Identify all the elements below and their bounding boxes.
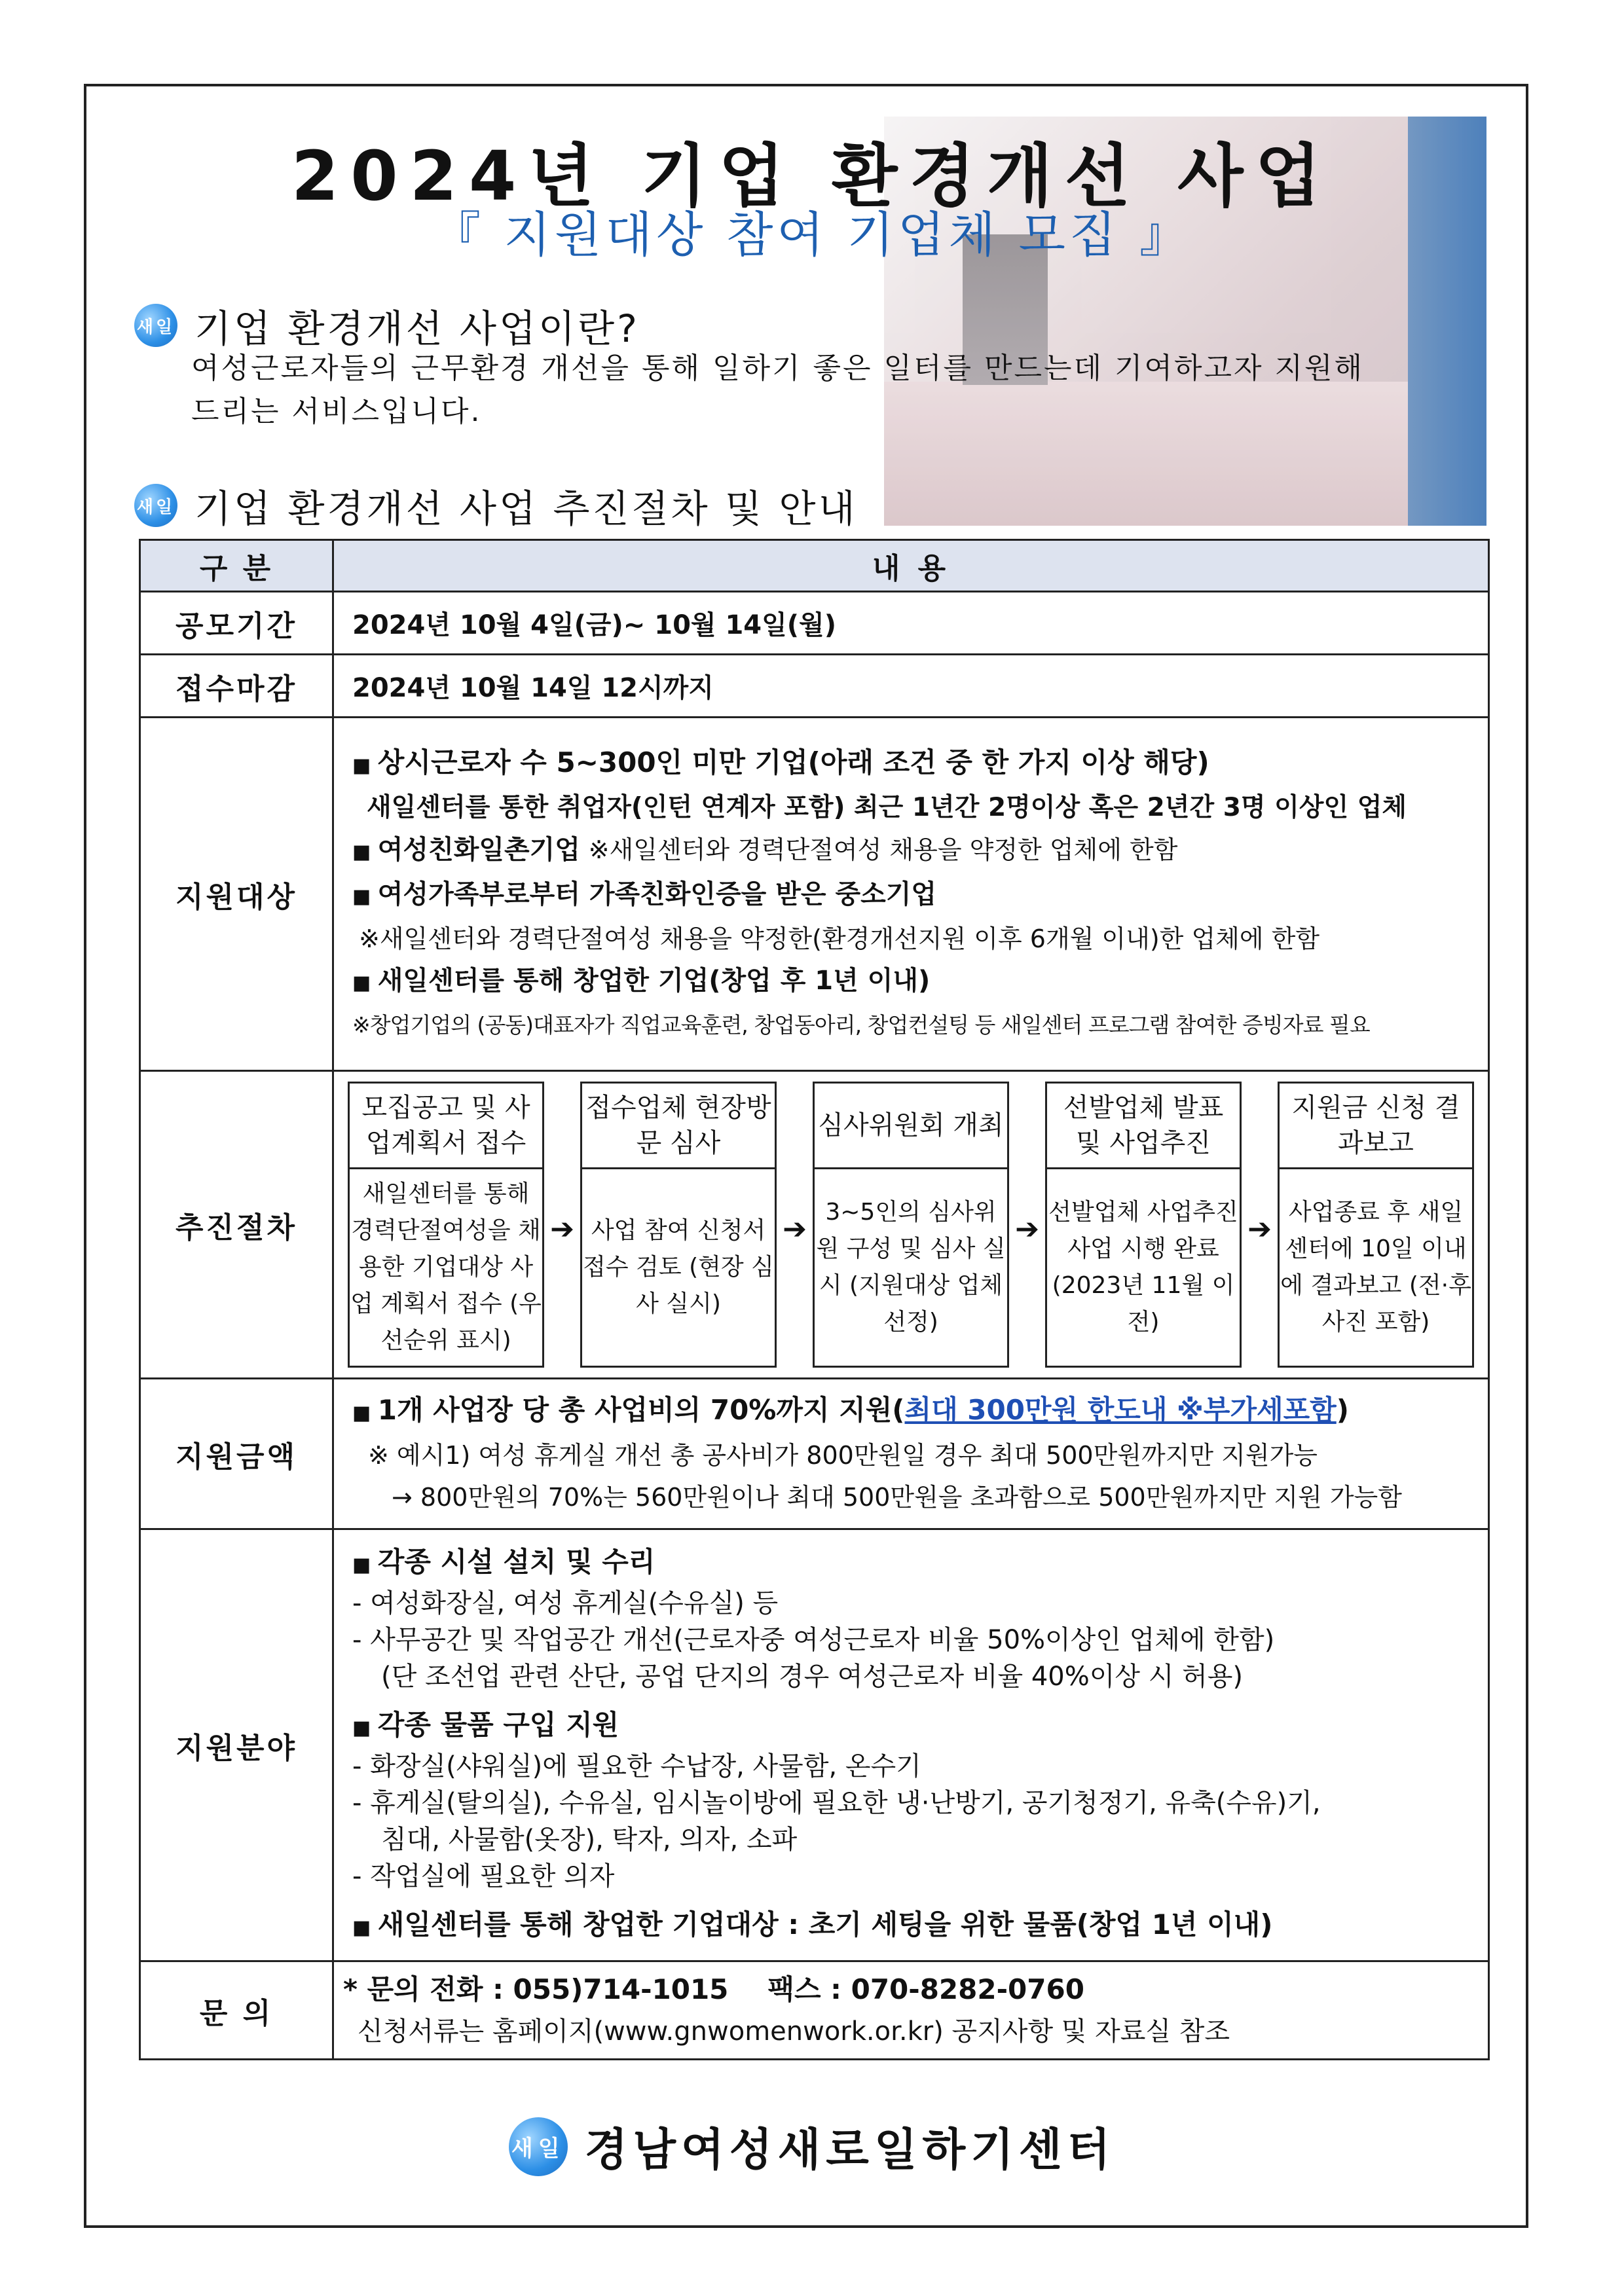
amount-main: 1개 사업장 당 총 사업비의 70%까지 지원(: [377, 1394, 905, 1426]
field-line: (단 조선업 관련 산단, 공업 단지의 경우 여성근로자 비율 40%이상 시 허용): [381, 1662, 1243, 1692]
step-desc: 사업종료 후 새일센터에 10일 이내에 결과보고 (전·후 사진 포함): [1278, 1169, 1474, 1368]
step-title: 지원금 신청 결과보고: [1278, 1082, 1474, 1169]
field-group: ■ 각종 시설 설치 및 수리: [352, 1542, 1488, 1585]
contact-line: 신청서류는 홈페이지(www.gnwomenwork.or.kr) 공지사항 및 자료실 참조: [358, 2016, 1230, 2047]
section-heading-text: 기업 환경개선 사업 추진절차 및 안내: [194, 486, 858, 531]
target-item: ■ 여성친화일촌기업: [352, 835, 580, 865]
step-title: 심사위원회 개최: [813, 1082, 1009, 1169]
saeil-logo-icon: 새일: [509, 2117, 568, 2176]
section-heading-procedure: [134, 478, 858, 533]
intro-paragraph: [191, 347, 1475, 433]
page-title: 2024년 기업 환경개선 사업: [291, 136, 1333, 216]
step-desc: 사업 참여 신청서 접수 검토 (현장 심사 실시): [580, 1169, 777, 1368]
field-group: ■ 새일센터를 통해 창업한 기업대상 : 초기 세팅을 위한 물품(창업 1년 이내): [352, 1905, 1488, 1948]
target-line: ■ 새일센터를 통해 창업한 기업(창업 후 1년 이내): [352, 960, 1488, 1004]
target-line: ※새일센터와 경력단절여성 채용을 약정한(환경개선지원 이후 6개월 이내)한 업체에 한함: [359, 924, 1320, 953]
table-row-process: [140, 1071, 1489, 1379]
page-subtitle: 『 지원대상 참여 기업체 모집 』: [432, 207, 1192, 263]
intro-line: 드리는 서비스입니다.: [191, 395, 482, 428]
target-line: ■ 여성가족부로부터 가족친화인증을 받은 중소기업: [352, 873, 1488, 918]
deadline-value: 2024년 10월 14일 12시까지: [333, 655, 1489, 718]
saeil-logo-icon: 새일: [134, 484, 177, 527]
table-row-period: [140, 592, 1489, 655]
amount-line: ※ 예시1) 여성 휴게실 개선 총 공사비가 800만원일 경우 최대 500만원까지만 지원가능: [368, 1441, 1318, 1470]
amount-highlight: 최대 300만원 한도내 ※부가세포함: [904, 1394, 1337, 1426]
target-note: ※새일센터와 경력단절여성 채용을 약정한 업체에 한함: [588, 835, 1178, 864]
org-name: 경남여성새로일하기센터: [584, 2124, 1116, 2176]
table-row-contact: [140, 1961, 1489, 2060]
table-header-row: [140, 540, 1489, 592]
step-desc: 선발업체 사업추진 사업 시행 완료 (2023년 11월 이전): [1045, 1169, 1242, 1368]
table-row-amount: [140, 1379, 1489, 1529]
process-step: [1278, 1082, 1474, 1368]
field-line: - 여성화장실, 여성 휴게실(수유실) 등: [352, 1588, 779, 1618]
row-label: 지원분야: [140, 1529, 333, 1961]
row-label: 지원대상: [140, 718, 333, 1071]
row-label: 문 의: [140, 1961, 333, 2060]
header-category: 구 분: [140, 540, 333, 592]
saeil-logo-icon: 새일: [134, 304, 177, 347]
row-label: 추진절차: [140, 1071, 333, 1379]
field-line: - 휴게실(탈의실), 수유실, 임시놀이방에 필요한 냉·난방기, 공기청정기, 유축(수유)기,: [352, 1788, 1321, 1818]
target-line: [352, 829, 1488, 873]
table-row-target: [140, 718, 1489, 1071]
amount-line: [352, 1389, 1488, 1434]
arrow-right-icon: ➔: [783, 1212, 807, 1246]
step-title: 모집공고 및 사업계획서 접수: [348, 1082, 544, 1169]
table-row-field: [140, 1529, 1489, 1961]
contact-phone: * 문의 전화 : 055)714-1015: [343, 1973, 729, 2005]
process-step: [348, 1082, 544, 1368]
info-table: [139, 539, 1490, 2060]
contact-fax: 팩스 : 070-8282-0760: [767, 1973, 1084, 2005]
target-line: ■ 상시근로자 수 5~300인 미만 기업(아래 조건 중 한 가지 이상 해당): [352, 742, 1488, 787]
step-desc: 3~5인의 심사위원 구성 및 심사 실시 (지원대상 업체선정): [813, 1169, 1009, 1368]
contact-content: [333, 1961, 1489, 2060]
header-content: 내 용: [333, 540, 1489, 592]
arrow-right-icon: ➔: [1247, 1212, 1272, 1246]
footer-logo: [0, 2115, 1624, 2178]
section-heading-text: 기업 환경개선 사업이란?: [194, 306, 640, 351]
section-heading-intro: [134, 298, 640, 353]
field-line: - 사무공간 및 작업공간 개선(근로자중 여성근로자 비율 50%이상인 업체에 한함): [352, 1625, 1275, 1655]
field-group: ■ 각종 물품 구입 지원: [352, 1705, 1488, 1748]
target-line: ※창업기업의 (공동)대표자가 직업교육훈련, 창업동아리, 창업컨설팅 등 새일센터 프로그램 참여한 증빙자료 필요: [352, 1012, 1370, 1038]
field-line: - 작업실에 필요한 의자: [352, 1861, 615, 1891]
row-label: 접수마감: [140, 655, 333, 718]
step-desc: 새일센터를 통해 경력단절여성을 채용한 기업대상 사업 계획서 접수 (우선순위 표시): [348, 1169, 544, 1368]
row-label: 공모기간: [140, 592, 333, 655]
table-row-deadline: [140, 655, 1489, 718]
field-line: 침대, 사물함(옷장), 탁자, 의자, 소파: [381, 1825, 798, 1855]
target-content: [333, 718, 1489, 1071]
amount-line: → 800만원의 70%는 560만원이나 최대 500만원을 초과함으로 500만원까지만 지원 가능함: [392, 1483, 1402, 1512]
process-step: [1045, 1082, 1242, 1368]
period-value: 2024년 10월 4일(금)~ 10월 14일(월): [333, 592, 1489, 655]
field-content: [333, 1529, 1489, 1961]
field-line: - 화장실(샤워실)에 필요한 수납장, 사물함, 온수기: [352, 1751, 921, 1781]
amount-end: ): [1336, 1394, 1349, 1426]
step-title: 접수업체 현장방문 심사: [580, 1082, 777, 1169]
target-line: 새일센터를 통한 취업자(인턴 연계자 포함) 최근 1년간 2명이상 혹은 2년간 3명 이상인 업체: [367, 793, 1407, 822]
step-title: 선발업체 발표 및 사업추진: [1045, 1082, 1242, 1169]
intro-line: 여성근로자들의 근무환경 개선을 통해 일하기 좋은 일터를 만드는데 기여하고자 지원해: [191, 352, 1365, 385]
process-content: [333, 1071, 1489, 1379]
arrow-right-icon: ➔: [1015, 1212, 1039, 1246]
process-step: [580, 1082, 777, 1368]
contact-line: [343, 1969, 1488, 2011]
process-step: [813, 1082, 1009, 1368]
amount-content: [333, 1379, 1489, 1529]
process-flow: [335, 1075, 1487, 1374]
row-label: 지원금액: [140, 1379, 333, 1529]
arrow-right-icon: ➔: [550, 1212, 574, 1246]
